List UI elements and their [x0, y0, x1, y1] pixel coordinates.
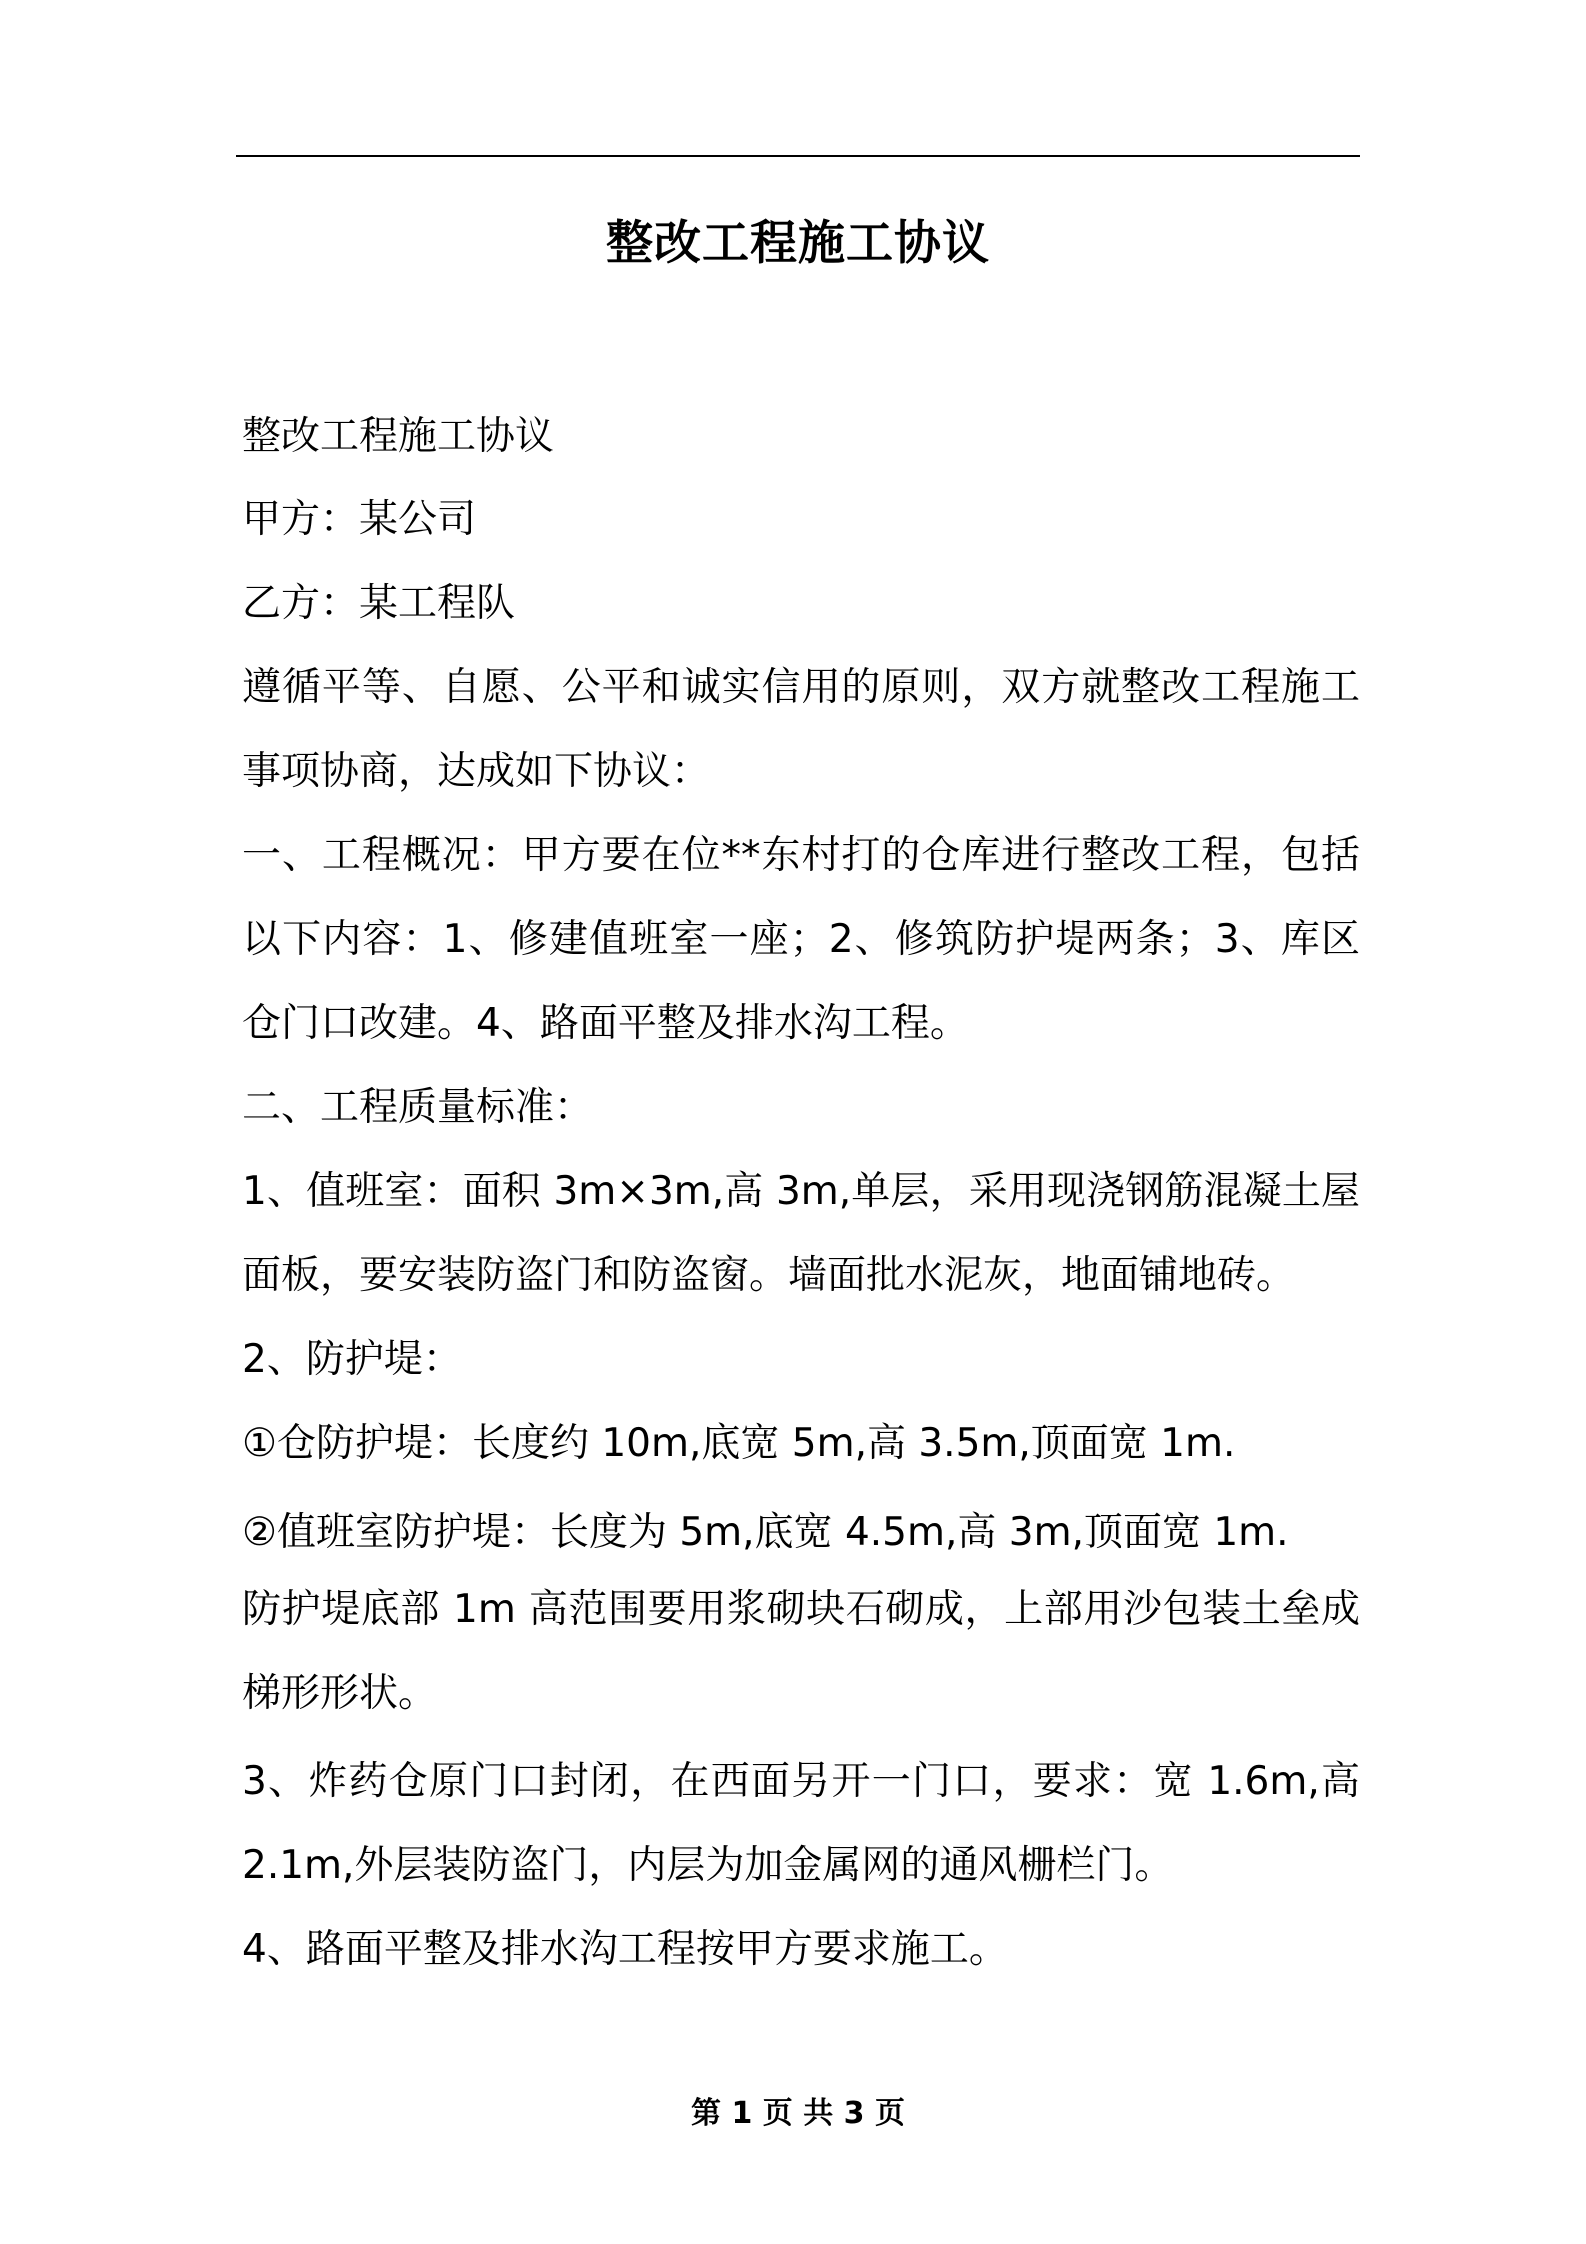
item-warehouse-embankment: ①仓防护堤：长度约 10m,底宽 5m,高 3.5m,顶面宽 1m.	[242, 1421, 1236, 1466]
item-warehouse-door: 3、炸药仓原门口封闭，在西面另开一门口，要求：宽 1.6m,高 2.1m,外层装防盗门，内层为加金属网的通风栅栏门。	[242, 1759, 1360, 1888]
section-2-heading: 二、工程质量标准：	[242, 1085, 594, 1130]
item-road-drainage: 4、路面平整及排水沟工程按甲方要求施工。	[242, 1927, 1008, 1972]
embankment-construction-note: 防护堤底部 1m 高范围要用浆砌块石砌成，上部用沙包装土垒成梯形形状。	[242, 1587, 1360, 1716]
item-duty-room: 1、值班室：面积 3m×3m,高 3m,单层，采用现浇钢筋混凝土屋面板，要安装防盗门和防盗窗。墙面批水泥灰，地面铺地砖。	[242, 1169, 1360, 1298]
party-a: 甲方：某公司	[242, 497, 477, 542]
item-embankment-heading: 2、防护堤：	[242, 1337, 462, 1382]
page-number-footer: 第 1 页 共 3 页	[691, 2096, 905, 2131]
item-duty-room-embankment: ②值班室防护堤：长度为 5m,底宽 4.5m,高 3m,顶面宽 1m.	[242, 1510, 1289, 1555]
party-b: 乙方：某工程队	[242, 581, 516, 626]
header-rule	[236, 155, 1360, 157]
section-1-overview: 一、工程概况：甲方要在位**东村打的仓库进行整改工程，包括以下内容：1、修建值班室一座；2、修筑防护堤两条；3、库区仓门口改建。4、路面平整及排水沟工程。	[242, 833, 1360, 1046]
preamble-paragraph: 遵循平等、自愿、公平和诚实信用的原则，双方就整改工程施工事项协商，达成如下协议：	[242, 665, 1360, 794]
document-title: 整改工程施工协议	[606, 216, 990, 271]
agreement-heading: 整改工程施工协议	[242, 414, 555, 459]
